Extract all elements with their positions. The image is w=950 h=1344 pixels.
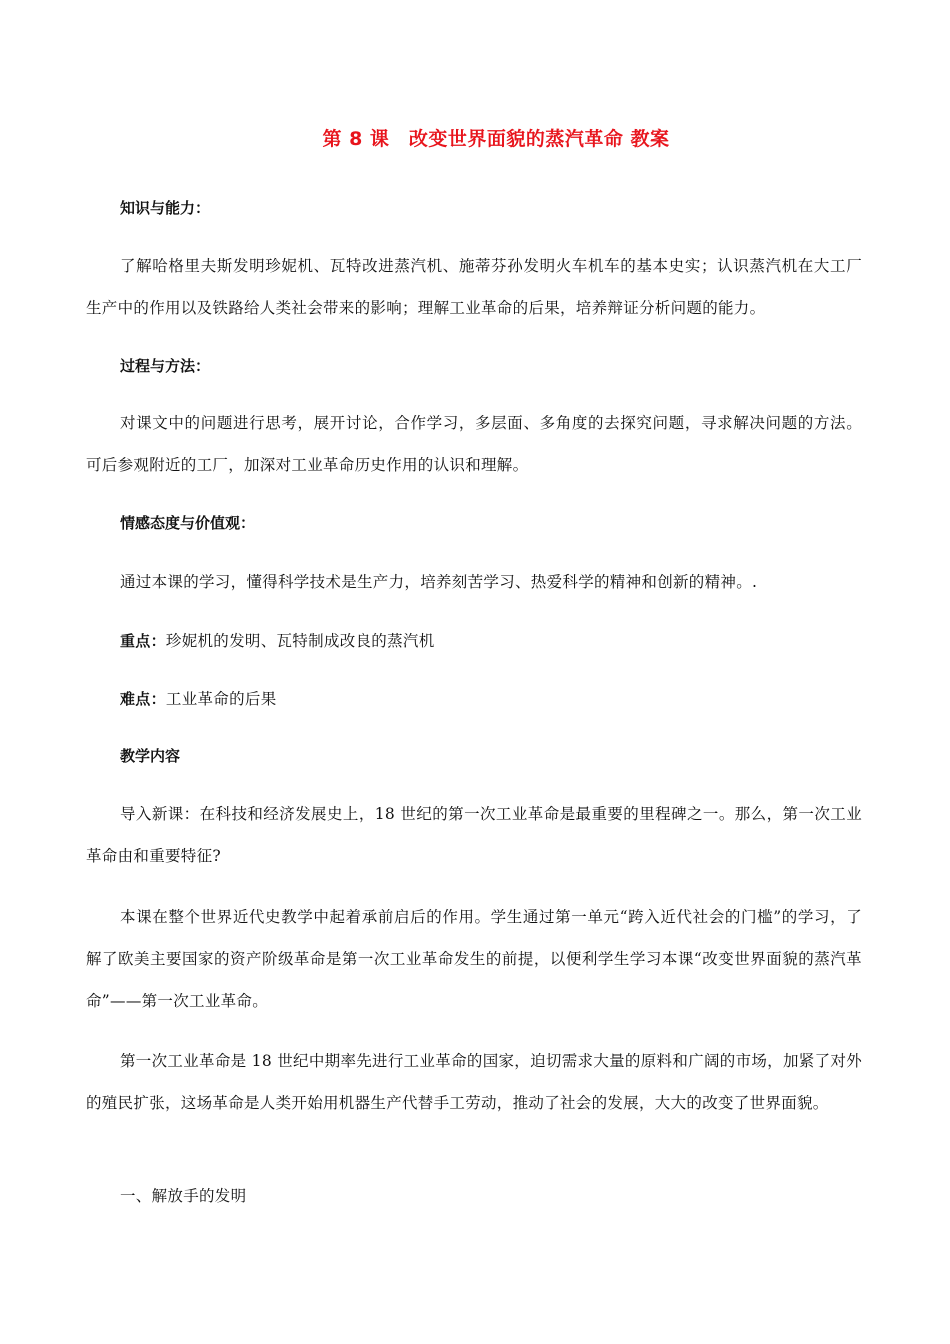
key-point-text: 珍妮机的发明、瓦特制成改良的蒸汽机 (165, 632, 435, 650)
paragraph-revolution: 第一次工业革命是 18 世纪中期率先进行工业革命的国家，迫切需求大量的原料和广阔的市场，加紧了对外的殖民扩张，这场革命是人类开始用机器生产代替手工劳动，推动了社会的发展，大大的改变了世界面貌。 (86, 1052, 862, 1112)
key-point-line (120, 629, 435, 651)
heading-content: 教学内容 (120, 747, 181, 765)
paragraph-knowledge: 了解哈格里夫斯发明珍妮机、瓦特改进蒸汽机、施蒂芬孙发明火车机车的基本史实；认识蒸汽机在大工厂生产中的作用以及铁路给人类社会带来的影响；理解工业革命的后果，培养辩证分析问题的能力。 (86, 257, 862, 317)
paragraph-context: 本课在整个世界近代史教学中起着承前启后的作用。学生通过第一单元“跨入近代社会的门槛”的学习，了解了欧美主要国家的资产阶级革命是第一次工业革命发生的前提，以便利学生学习本课“改变世界面貌的蒸汽革命”——第一次工业革命。 (86, 908, 862, 1010)
difficulty-line (120, 687, 277, 709)
heading-process: 过程与方法： (120, 357, 211, 375)
difficulty-label: 难点： (120, 690, 166, 708)
heading-knowledge: 知识与能力： (120, 199, 211, 217)
heading-emotion: 情感态度与价值观： (120, 514, 256, 532)
difficulty-text: 工业革命的后果 (165, 690, 277, 708)
document-title: 第 8 课 改变世界面貌的蒸汽革命 教案 (322, 128, 670, 150)
paragraph-intro: 导入新课：在科技和经济发展史上，18 世纪的第一次工业革命是最重要的里程碑之一。那么，第一次工业革命由和重要特征? (86, 805, 862, 865)
paragraph-process: 对课文中的问题进行思考，展开讨论，合作学习，多层面、多角度的去探究问题，寻求解决问题的方法。可后参观附近的工厂，加深对工业革命历史作用的认识和理解。 (86, 414, 862, 474)
key-point-label: 重点： (120, 632, 166, 650)
paragraph-emotion: 通过本课的学习，懂得科学技术是生产力，培养刻苦学习、热爱科学的精神和创新的精神。. (120, 573, 758, 591)
subheading-inventions: 一、解放手的发明 (120, 1187, 247, 1205)
